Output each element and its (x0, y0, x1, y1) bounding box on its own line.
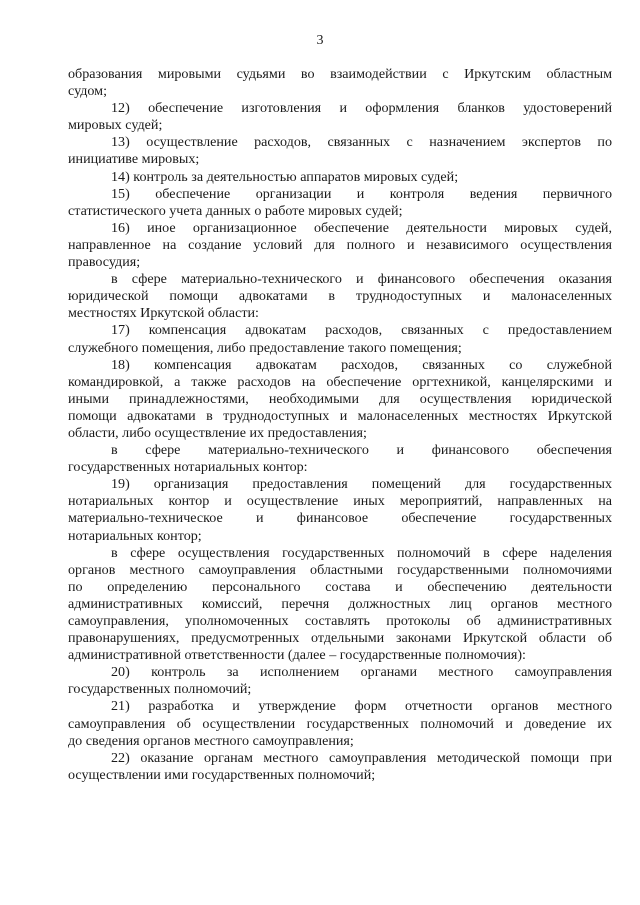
text-line: статистического учета данных о работе мировых судей; (68, 202, 403, 219)
text-line: до сведения органов местного самоуправления; (68, 732, 354, 749)
text-line: судом; (68, 83, 108, 100)
text-line: служебного помещения, либо предоставление такого помещения; (68, 339, 462, 356)
text-line: 21) разработка и утверждение форм отчетности органов местного (111, 698, 612, 715)
text-line: 14) контроль за деятельностью аппаратов мировых судей; (111, 168, 459, 185)
text-line: нотариальных контор и осуществление иных мероприятий, направленных на (68, 493, 612, 510)
text-line: 13) осуществление расходов, связанных с назначением экспертов по (111, 134, 612, 151)
text-line: мировых судей; (68, 117, 163, 134)
text-line: 20) контроль за исполнением органами местного самоуправления (111, 664, 612, 681)
text-line: административной ответственности (далее – государственные полномочия): (68, 647, 526, 664)
text-line: в сфере осуществления государственных полномочий в сфере наделения (111, 544, 612, 561)
text-line: 18) компенсация адвокатам расходов, связанных со служебной (111, 356, 612, 373)
text-line: по определению персонального состава и обеспечению деятельности (68, 578, 612, 595)
text-line: государственных нотариальных контор: (68, 459, 308, 476)
text-line: области, либо осуществление их предоставления; (68, 424, 367, 441)
text-line: 22) оказание органам местного самоуправления методической помощи при (111, 749, 612, 766)
text-line: органов местного самоуправления областными государственными полномочиями (68, 561, 612, 578)
text-line: государственных полномочий; (68, 681, 252, 698)
text-line: самоуправления, уполномоченных составлять протоколы об административных (68, 613, 612, 629)
text-line: 12) обеспечение изготовления и оформления бланков удостоверений (111, 100, 612, 117)
text-line: иными принадлежностями, необходимыми для осуществления юридической (68, 390, 612, 407)
text-line: 17) компенсация адвокатам расходов, связанных с предоставлением (111, 322, 612, 339)
document-body (68, 66, 612, 784)
text-line: административных комиссий, перечня должностных лиц органов местного (68, 595, 612, 612)
page-number: 3 (316, 33, 324, 48)
text-line: 19) организация предоставления помещений для государственных (111, 476, 612, 493)
text-line: местностях Иркутской области: (68, 305, 259, 322)
text-line: 15) обеспечение организации и контроля ведения первичного (111, 185, 612, 202)
text-line: юридической помощи адвокатами в труднодоступных и малонаселенных (68, 288, 612, 305)
text-line: образования мировыми судьями во взаимодействии с Иркутским областным (68, 66, 612, 82)
text-line: 16) иное организационное обеспечение деятельности мировых судей, (111, 219, 612, 236)
text-line: помощи адвокатами в труднодоступных и малонаселенных местностях Иркутской (68, 407, 612, 424)
text-line: правосудия; (68, 254, 141, 271)
text-line: инициативе мировых; (68, 151, 200, 168)
text-line: в сфере материально-технического и финансового обеспечения оказания (111, 271, 612, 288)
text-line: направленное на создание условий для полного и независимого осуществления (68, 236, 612, 253)
text-line: самоуправления об осуществлении государственных полномочий и доведение их (68, 715, 612, 732)
text-line: командировкой, а также расходов на обеспечение оргтехникой, канцелярскими и (68, 373, 612, 390)
text-line: материально-техническое и финансовое обеспечение государственных (68, 510, 612, 527)
text-line: нотариальных контор; (68, 527, 202, 544)
text-line: осуществлении ими государственных полномочий; (68, 766, 376, 783)
text-line: в сфере материально-технического и финансового обеспечения (111, 442, 612, 459)
text-line: правонарушениях, предусмотренных отдельными законами Иркутской области об (68, 630, 612, 647)
